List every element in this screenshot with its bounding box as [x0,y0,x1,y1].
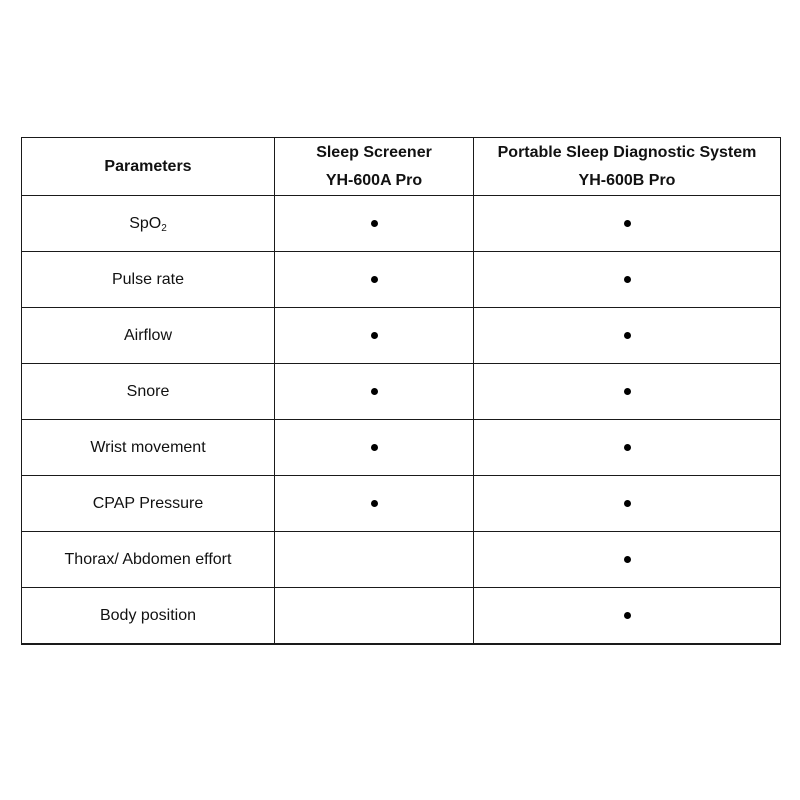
param-label: Body position [99,606,197,624]
param-label: Airflow [123,326,172,344]
header-sleep-screener [275,138,474,196]
cell-a [275,532,474,588]
param-cell [22,364,275,420]
param-label: CPAP Pressure [92,494,204,512]
param-label: Thorax/ Abdomen effort [64,550,232,568]
param-cell [22,420,275,476]
param-cell [22,588,275,645]
param-cell [22,196,275,252]
cell-a [275,588,474,645]
header-portable-diagnostic [474,138,781,196]
table-row [22,588,781,645]
cell-b [474,420,781,476]
param-label: Wrist movement [90,438,206,456]
table-row [22,196,781,252]
cell-a [275,476,474,532]
bullet-dot-icon [371,444,378,451]
table-body [22,196,781,645]
bullet-dot-icon [624,444,631,451]
comparison-table [21,137,781,645]
bullet-dot-icon [624,556,631,563]
header-portable-diagnostic-name: Portable Sleep Diagnostic System [497,143,757,161]
param-label: Snore [126,382,170,400]
table-row [22,364,781,420]
bullet-dot-icon [624,500,631,507]
table-row [22,252,781,308]
header-sleep-screener-name: Sleep Screener [316,143,432,161]
bullet-dot-icon [371,388,378,395]
param-label: Pulse rate [111,270,185,288]
bullet-dot-icon [624,276,631,283]
param-cell [22,476,275,532]
bullet-dot-icon [371,500,378,507]
param-cell [22,532,275,588]
cell-b [474,364,781,420]
cell-b [474,532,781,588]
header-parameters: Parameters [22,138,275,196]
bullet-dot-icon [624,332,631,339]
param-cell [22,252,275,308]
header-portable-diagnostic-model: YH-600B Pro [578,171,676,189]
cell-a [275,308,474,364]
header-sleep-screener-model: YH-600A Pro [325,171,423,189]
cell-a [275,196,474,252]
bullet-dot-icon [624,220,631,227]
bullet-dot-icon [624,612,631,619]
bullet-dot-icon [371,332,378,339]
table-row [22,420,781,476]
param-cell [22,308,275,364]
cell-b [474,196,781,252]
table-row [22,308,781,364]
bullet-dot-icon [371,276,378,283]
cell-a [275,364,474,420]
header-row [22,138,781,196]
bullet-dot-icon [624,388,631,395]
bullet-dot-icon [371,220,378,227]
table-row [22,476,781,532]
table-row [22,532,781,588]
param-label-spo2: SpO$_2$ [129,214,167,234]
cell-a [275,420,474,476]
cell-b [474,476,781,532]
cell-b [474,588,781,645]
cell-b [474,252,781,308]
cell-a [275,252,474,308]
cell-b [474,308,781,364]
